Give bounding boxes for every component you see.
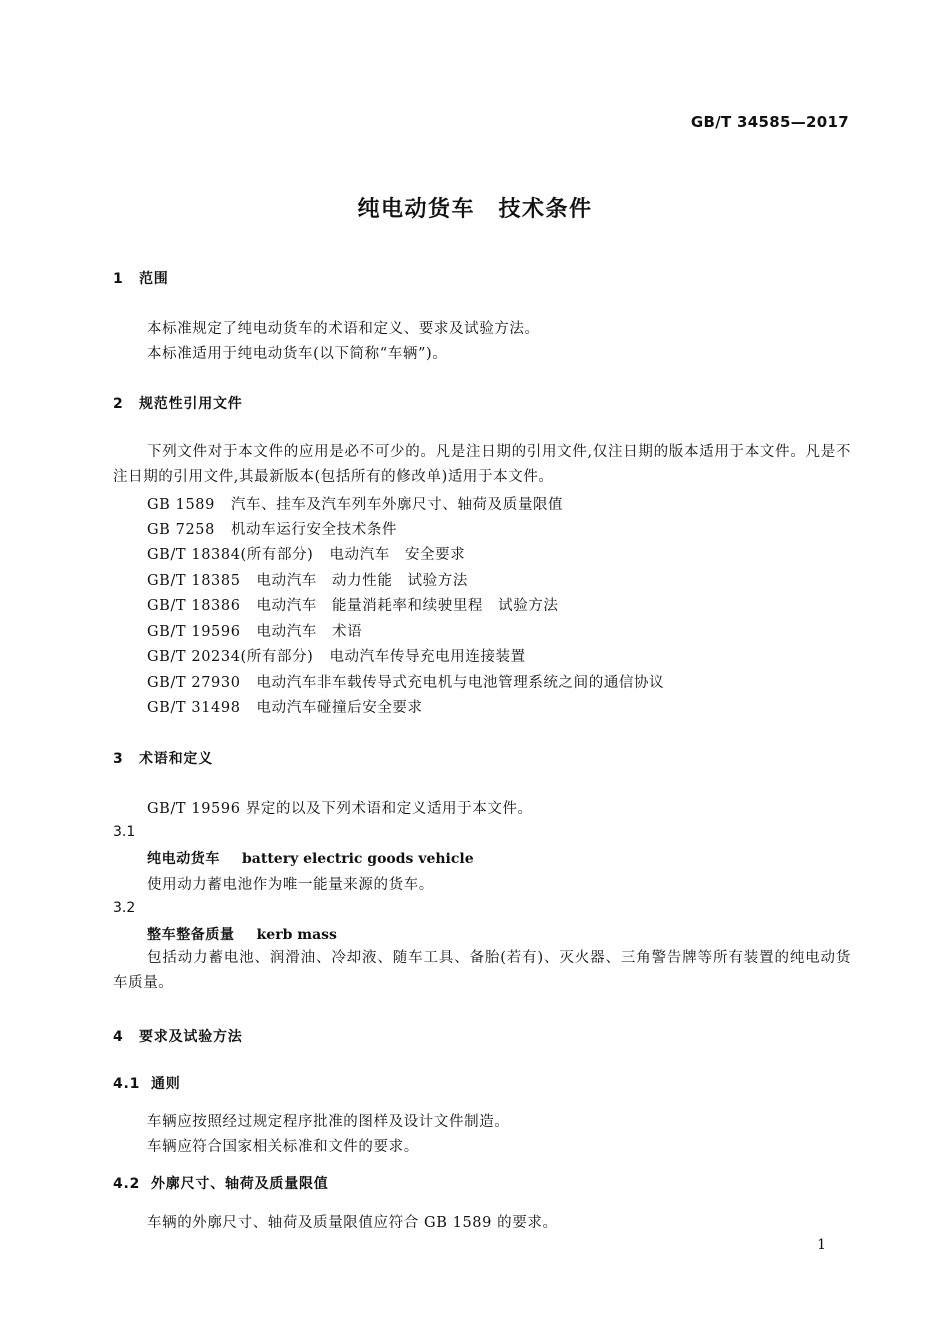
- subsection-number: 4.1: [113, 1076, 141, 1092]
- reference-code: GB/T 18385: [147, 573, 241, 589]
- section-heading-3: [113, 748, 213, 768]
- paragraph: 本标准规定了纯电动货车的术语和定义、要求及试验方法。: [147, 321, 540, 337]
- reference-code: GB 7258: [147, 522, 215, 538]
- reference-code: GB 1589: [147, 497, 215, 513]
- clause-number: 3.2: [113, 900, 136, 916]
- subsection-heading-4-1: [113, 1073, 181, 1093]
- reference-code: GB/T 19596: [147, 624, 241, 640]
- reference-item: [147, 696, 423, 717]
- paragraph-intro: 下列文件对于本文件的应用是必不可少的。凡是注日期的引用文件,仅注日期的版本适用于本文件。凡是不注日期的引用文件,其最新版本(包括所有的修改单)适用于本文件。: [113, 444, 851, 485]
- reference-title: 电动汽车非车载传导式充电机与电池管理系统之间的通信协议: [256, 675, 665, 691]
- standard-number: GB/T 34585—2017: [690, 113, 849, 131]
- section-heading-2: [113, 393, 243, 413]
- paragraph: 车辆应按照经过规定程序批准的图样及设计文件制造。: [147, 1114, 510, 1130]
- section-number: 1: [113, 271, 124, 287]
- section-title: 术语和定义: [139, 751, 213, 767]
- reference-title: 电动汽车碰撞后安全要求: [256, 700, 423, 716]
- reference-title: 电动汽车 动力性能 试验方法: [256, 573, 468, 589]
- subsection-title: 外廓尺寸、轴荷及质量限值: [151, 1176, 329, 1192]
- reference-code: GB/T 18386: [147, 598, 241, 614]
- subsection-number: 4.2: [113, 1176, 141, 1192]
- term-chinese: 整车整备质量: [147, 927, 235, 943]
- term-entry: [147, 848, 474, 868]
- section-number: 3: [113, 751, 124, 767]
- term-definition: 使用动力蓄电池作为唯一能量来源的货车。: [147, 877, 434, 893]
- reference-title: 电动汽车 安全要求: [329, 547, 466, 563]
- reference-item: [147, 493, 563, 514]
- reference-item: [147, 645, 526, 666]
- reference-title: 电动汽车 能量消耗率和续驶里程 试验方法: [256, 598, 559, 614]
- paragraph: 车辆应符合国家相关标准和文件的要求。: [147, 1139, 419, 1155]
- reference-code: GB/T 31498: [147, 700, 241, 716]
- term-english: kerb mass: [256, 927, 337, 943]
- clause-number: 3.1: [113, 824, 136, 840]
- reference-item: [147, 620, 362, 641]
- section-number: 2: [113, 396, 124, 412]
- reference-code: GB/T 20234(所有部分): [147, 649, 314, 665]
- reference-item: [147, 543, 465, 564]
- section-heading-1: [113, 268, 169, 288]
- term-entry: [147, 924, 337, 944]
- document-title: 纯电动货车 技术条件: [357, 197, 593, 222]
- section-title: 规范性引用文件: [139, 396, 243, 412]
- reference-title: 电动汽车 术语: [256, 624, 363, 640]
- reference-item: [147, 594, 559, 615]
- section-number: 4: [113, 1029, 124, 1045]
- reference-item: [147, 518, 397, 539]
- reference-title: 汽车、挂车及汽车列车外廓尺寸、轴荷及质量限值: [230, 497, 564, 513]
- paragraph: GB/T 19596 界定的以及下列术语和定义适用于本文件。: [147, 801, 533, 817]
- section-heading-4: [113, 1026, 243, 1046]
- subsection-heading-4-2: [113, 1173, 329, 1193]
- reference-title: 电动汽车传导充电用连接装置: [329, 649, 526, 665]
- subsection-title: 通则: [151, 1076, 181, 1092]
- paragraph: 车辆的外廓尺寸、轴荷及质量限值应符合 GB 1589 的要求。: [147, 1215, 558, 1231]
- term-english: battery electric goods vehicle: [242, 851, 474, 867]
- reference-title: 机动车运行安全技术条件: [230, 522, 398, 538]
- term-definition: 包括动力蓄电池、润滑油、冷却液、随车工具、备胎(若有)、灭火器、三角警告牌等所有装置的纯电动货车质量。: [113, 950, 851, 991]
- term-chinese: 纯电动货车: [147, 851, 220, 867]
- reference-code: GB/T 18384(所有部分): [147, 547, 314, 563]
- reference-code: GB/T 27930: [147, 675, 241, 691]
- section-title: 范围: [139, 271, 169, 287]
- reference-item: [147, 671, 664, 692]
- page-number: 1: [817, 1237, 826, 1253]
- section-title: 要求及试验方法: [139, 1029, 243, 1045]
- paragraph: 本标准适用于纯电动货车(以下简称“车辆”)。: [147, 346, 448, 362]
- reference-item: [147, 569, 468, 590]
